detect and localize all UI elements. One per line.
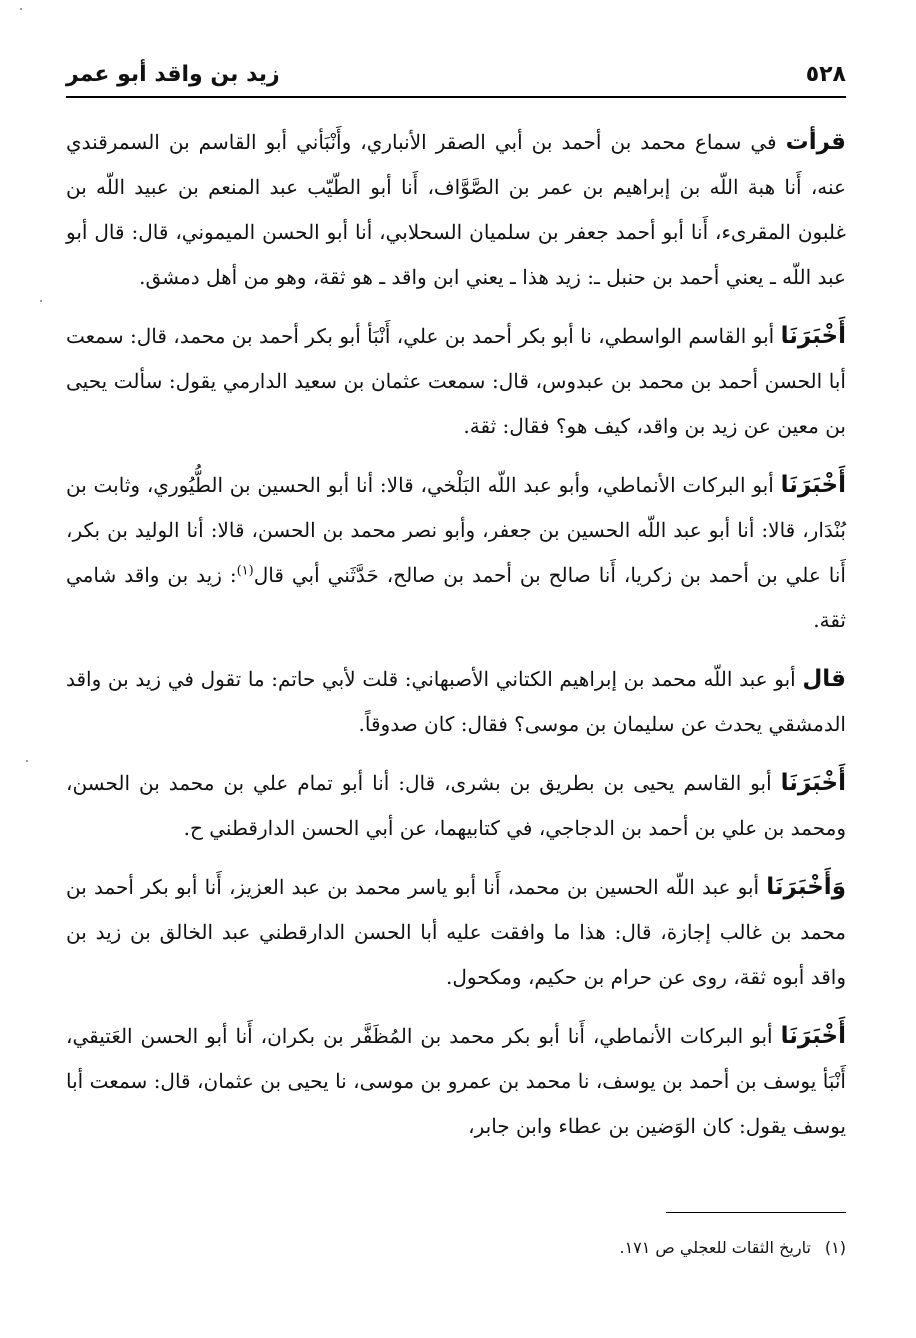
paragraph-text: أبو البركات الأنماطي، وأبو عبد اللّه البَلْخي، قالا: أنا أبو الحسين بن الطُّيُوري، وثابت بن بُنْدَار، قالا: أنا أبو عبد اللّه الحسين بن جعفر، وأبو نصر محمد بن الحسن، قالا: أنا الوليد بن بكر، أَنا علي بن أحمد بن زكريا، أَنا صالح بن أحمد بن صالح، حَدَّثَني أبي قال <box>66 473 846 587</box>
page-header <box>66 56 846 98</box>
margin-speck <box>40 300 42 302</box>
footnote-divider <box>666 1212 846 1213</box>
page-number: ٥٢٨ <box>805 62 846 87</box>
paragraph-6 <box>66 865 846 1000</box>
paragraph-text: أبو القاسم يحيى بن بطريق بن بشرى، قال: أنا أبو تمام علي بن محمد بن الحسن، ومحمد بن علي بن أحمد بن الدجاجي، في كتابيهما، عن أبي الحسن الدارقطني ح. <box>66 771 846 840</box>
paragraph-lead: قرأت <box>785 129 846 155</box>
paragraph-text-after: : زيد بن واقد شامي ثقة. <box>66 563 846 632</box>
paragraph-text: أبو عبد اللّه محمد بن إبراهيم الكتاني الأصبهاني: قلت لأبي حاتم: ما تقول في زيد بن واقد الدمشقي يحدث عن سليمان بن موسى؟ فقال: كان صدوقاً. <box>66 667 846 736</box>
paragraph-lead: وَأَخْبَرَنَا <box>766 874 846 900</box>
paragraph-2 <box>66 314 846 449</box>
footnote-text: تاريخ الثقات للعجلي ص ١٧١. <box>619 1238 811 1257</box>
paragraph-4 <box>66 657 846 747</box>
paragraph-text: أبو عبد اللّه الحسين بن محمد، أَنا أبو ياسر محمد بن عبد العزيز، أَنا أبو بكر أحمد بن محمد بن غالب إجازة، قال: هذا ما وافقت عليه أبا الحسن الدارقطني عبد الخالق بن زيد بن واقد أبوه ثقة، روى عن حرام بن حكيم، ومكحول. <box>66 875 846 989</box>
paragraph-text: أبو البركات الأنماطي، أَنا أبو بكر محمد بن المُظَفَّر بن بكران، أَنا أبو الحسن العَتيقي، أَنْبَأ يوسف بن أحمد بن يوسف، نا محمد بن عمرو بن موسى، نا يحيى بن عثمان، قال: سمعت أبا يوسف يقول: كان الوَضين بن عطاء وابن جابر، <box>66 1024 846 1138</box>
paragraph-text: في سماع محمد بن أحمد بن أبي الصقر الأنباري، وأَنْبَأني أبو القاسم بن السمرقندي عنه، أَنا هبة اللّه بن إبراهيم بن عمر بن الصَّوَّاف، أَنا أبو الطّيّب عبد المنعم بن عبيد اللّه بن غلبون المقرىء، أَنا أبو أحمد جعفر بن سلميان السحلابي، أنا أبو الحسن الميموني، قال: قال أبو عبد اللّه ـ يعني أحمد بن حنبل ـ: زيد هذا ـ يعني ابن واقد ـ هو ثقة، وهو من أهل دمشق. <box>66 130 846 289</box>
margin-speck <box>20 8 22 10</box>
paragraph-lead: أَخْبَرَنَا <box>780 770 846 796</box>
paragraph-text: أبو القاسم الواسطي، نا أبو بكر أحمد بن علي، أَنْبَأ أبو بكر أحمد بن محمد، قال: سمعت أبا الحسن أحمد بن محمد بن عبدوس، قال: سمعت عثمان بن سعيد الدارمي يقول: سألت يحيى بن معين عن زيد بن واقد، كيف هو؟ فقال: ثقة. <box>66 324 846 438</box>
margin-speck <box>26 760 28 762</box>
main-text <box>66 120 846 1163</box>
footnote-reference[interactable]: (١) <box>236 563 254 579</box>
paragraph-lead: قال <box>802 666 846 692</box>
paragraph-7 <box>66 1014 846 1149</box>
running-title: زيد بن واقد أبو عمر <box>66 62 280 87</box>
paragraph-1 <box>66 120 846 300</box>
paragraph-5 <box>66 761 846 851</box>
footnote <box>66 1238 846 1257</box>
footnote-mark: (١) <box>824 1238 846 1257</box>
paragraph-lead: أَخْبَرَنَا <box>780 323 846 349</box>
paragraph-3 <box>66 463 846 643</box>
paragraph-lead: أَخْبَرَنَا <box>780 472 846 498</box>
paragraph-lead: أَخْبَرَنَا <box>780 1023 846 1049</box>
